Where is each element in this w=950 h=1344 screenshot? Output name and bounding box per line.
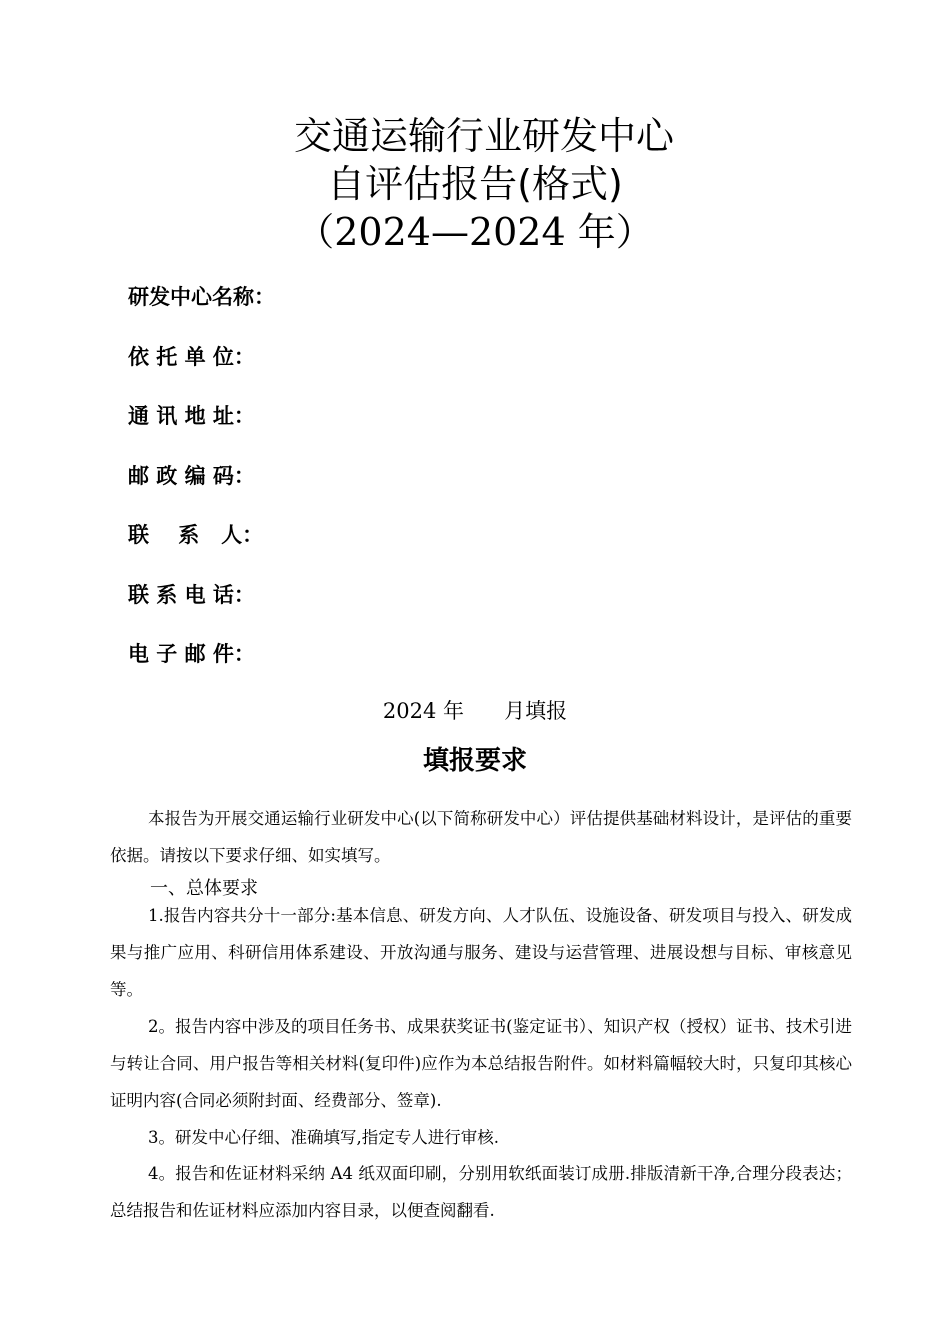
title-line-3: （2024—2024 年） [296,210,654,254]
requirement-item-3: 3。研发中心仔细、准确填写,指定专人进行审核. [148,1128,499,1147]
requirements-title: 填报要求 [422,746,527,776]
info-fields [128,277,275,694]
report-title [0,112,950,256]
field-address: 通 讯 地 址： [128,403,255,428]
field-host-unit: 依 托 单 位： [128,343,255,369]
requirement-item-4: 4。报告和佐证材料采纳 A4 纸双面印刷，分别用软纸面装订成册.排版清新干净,合理分段表达；总结报告和佐证材料应添加内容目录，以便查阅翻看. [110,1164,852,1220]
requirement-item-1: 1.报告内容共分十一部分:基本信息、研发方向、人才队伍、设施设备、研发项目与投入、研发成果与推广应用、科研信用体系建设、开放沟通与服务、建设与运营管理、进展设想与目标、审核意见等。 [110,906,852,999]
field-phone: 联 系 电 话： [128,581,255,607]
intro-paragraph: 本报告为开展交通运输行业研发中心(以下简称研发中心）评估提供基础材料设计，是评估的重要依据。请按以下要求仔细、如实填写。 [110,809,852,865]
section-heading: 一、总体要求 [150,878,258,899]
requirement-item-2: 2。报告内容中涉及的项目任务书、成果获奖证书(鉴定证书）、知识产权（授权）证书、技术引进与转让合同、用户报告等相关材料(复印件)应作为本总结报告附件。如材料篇幅较大时，只复印其核心证明内容(合同必须附封面、经费部分、签章). [110,1017,852,1110]
filled-date: 2024 年 月填报 [382,699,568,723]
field-center-name: 研发中心名称： [128,284,275,309]
title-line-2: 自评估报告(格式) [327,162,623,206]
field-postal-code: 邮 政 编 码： [128,462,255,488]
field-contact-person: 联 系 人： [128,522,264,547]
title-line-1: 交通运输行业研发中心 [293,114,674,158]
field-email: 电 子 邮 件： [128,641,255,666]
